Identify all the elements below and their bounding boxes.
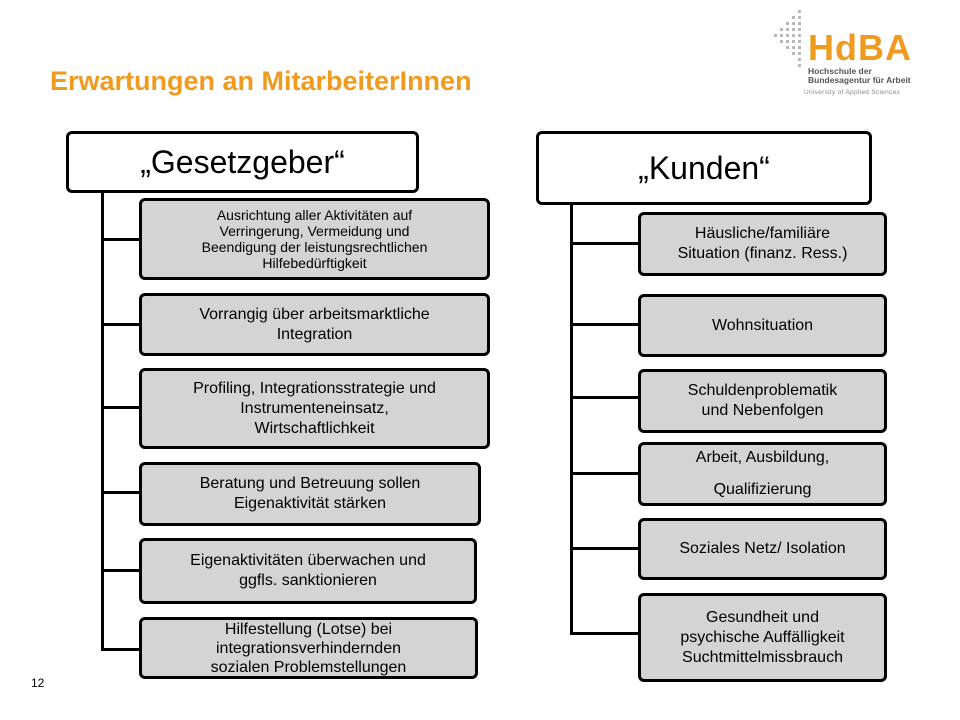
tree-node-label: Wohnsituation: [711, 316, 814, 334]
tree-node: [139, 617, 478, 679]
tree-node: [638, 212, 887, 276]
page-number: 12: [31, 676, 45, 690]
tree-node-label: Soziales Netz/ Isolation: [679, 540, 846, 557]
logo-dot-pattern: [770, 8, 810, 88]
left-tree-branch: [101, 491, 141, 494]
tree-node-label: Häusliche/familiäre Situation (finanz. Ress.): [677, 225, 848, 262]
tree-header-kunden: [536, 131, 872, 205]
tree-node: [139, 538, 477, 604]
tree-node-label: Ausrichtung aller Aktivitäten auf Verringerung, Vermeidung und Beendigung der leistungsrechtlichen Hilfebedürftigkeit: [201, 207, 428, 271]
tree-node-label: Gesundheit und psychische Auffälligkeit Suchtmittelmissbrauch: [680, 608, 845, 666]
tree-node: [638, 294, 887, 357]
tree-node: [638, 369, 887, 433]
tree-node: [139, 462, 481, 526]
tree-node: [139, 198, 490, 280]
tree-header-gesetzgeber: [66, 131, 419, 193]
tree-header-label: „Gesetzgeber“: [140, 143, 345, 180]
logo-wordmark: HdBA: [808, 27, 912, 68]
hdba-logo: [770, 8, 930, 98]
tree-node-label: Hilfestellung (Lotse) bei integrationsverhindernden sozialen Problemstellungen: [210, 620, 407, 676]
tree-node-label: Arbeit, Ausbildung, Qualifizierung: [695, 449, 830, 498]
right-tree-trunk: [570, 200, 573, 635]
tree-node-label: Eigenaktivitäten überwachen und ggfls. sanktionieren: [190, 552, 426, 589]
tree-node: [139, 368, 490, 449]
logo-subtitle-1: Hochschule der: [808, 66, 872, 76]
tree-node: [638, 518, 887, 580]
right-tree-branch: [570, 323, 641, 326]
tree-node: [638, 593, 887, 682]
right-tree-branch: [570, 632, 641, 635]
left-tree-branch: [101, 323, 141, 326]
slide-title: Erwartungen an MitarbeiterInnen: [50, 66, 472, 96]
right-tree-branch: [570, 547, 641, 550]
left-tree-branch: [101, 406, 141, 409]
tree-node-label: Profiling, Integrationsstrategie und Instrumenteneinsatz, Wirtschaftlichkeit: [193, 379, 436, 437]
left-tree-trunk: [101, 190, 104, 650]
left-tree-branch: [101, 648, 141, 651]
right-tree-branch: [570, 242, 641, 245]
tree-header-label: „Kunden“: [638, 149, 770, 186]
left-tree-branch: [101, 569, 141, 572]
logo-subtitle-3: University of Applied Sciences: [804, 89, 901, 96]
right-tree-branch: [570, 396, 641, 399]
tree-node: [139, 293, 490, 356]
logo-subtitle-2: Bundesagentur für Arbeit: [808, 75, 911, 85]
tree-node-label: Vorrangig über arbeitsmarktliche Integration: [199, 305, 430, 343]
left-tree-branch: [101, 238, 141, 241]
tree-node-label: Beratung und Betreuung sollen Eigenaktivität stärken: [199, 475, 421, 512]
right-tree-branch: [570, 472, 641, 475]
tree-node-label: Schuldenproblematik und Nebenfolgen: [687, 382, 838, 419]
tree-node: [638, 442, 887, 506]
